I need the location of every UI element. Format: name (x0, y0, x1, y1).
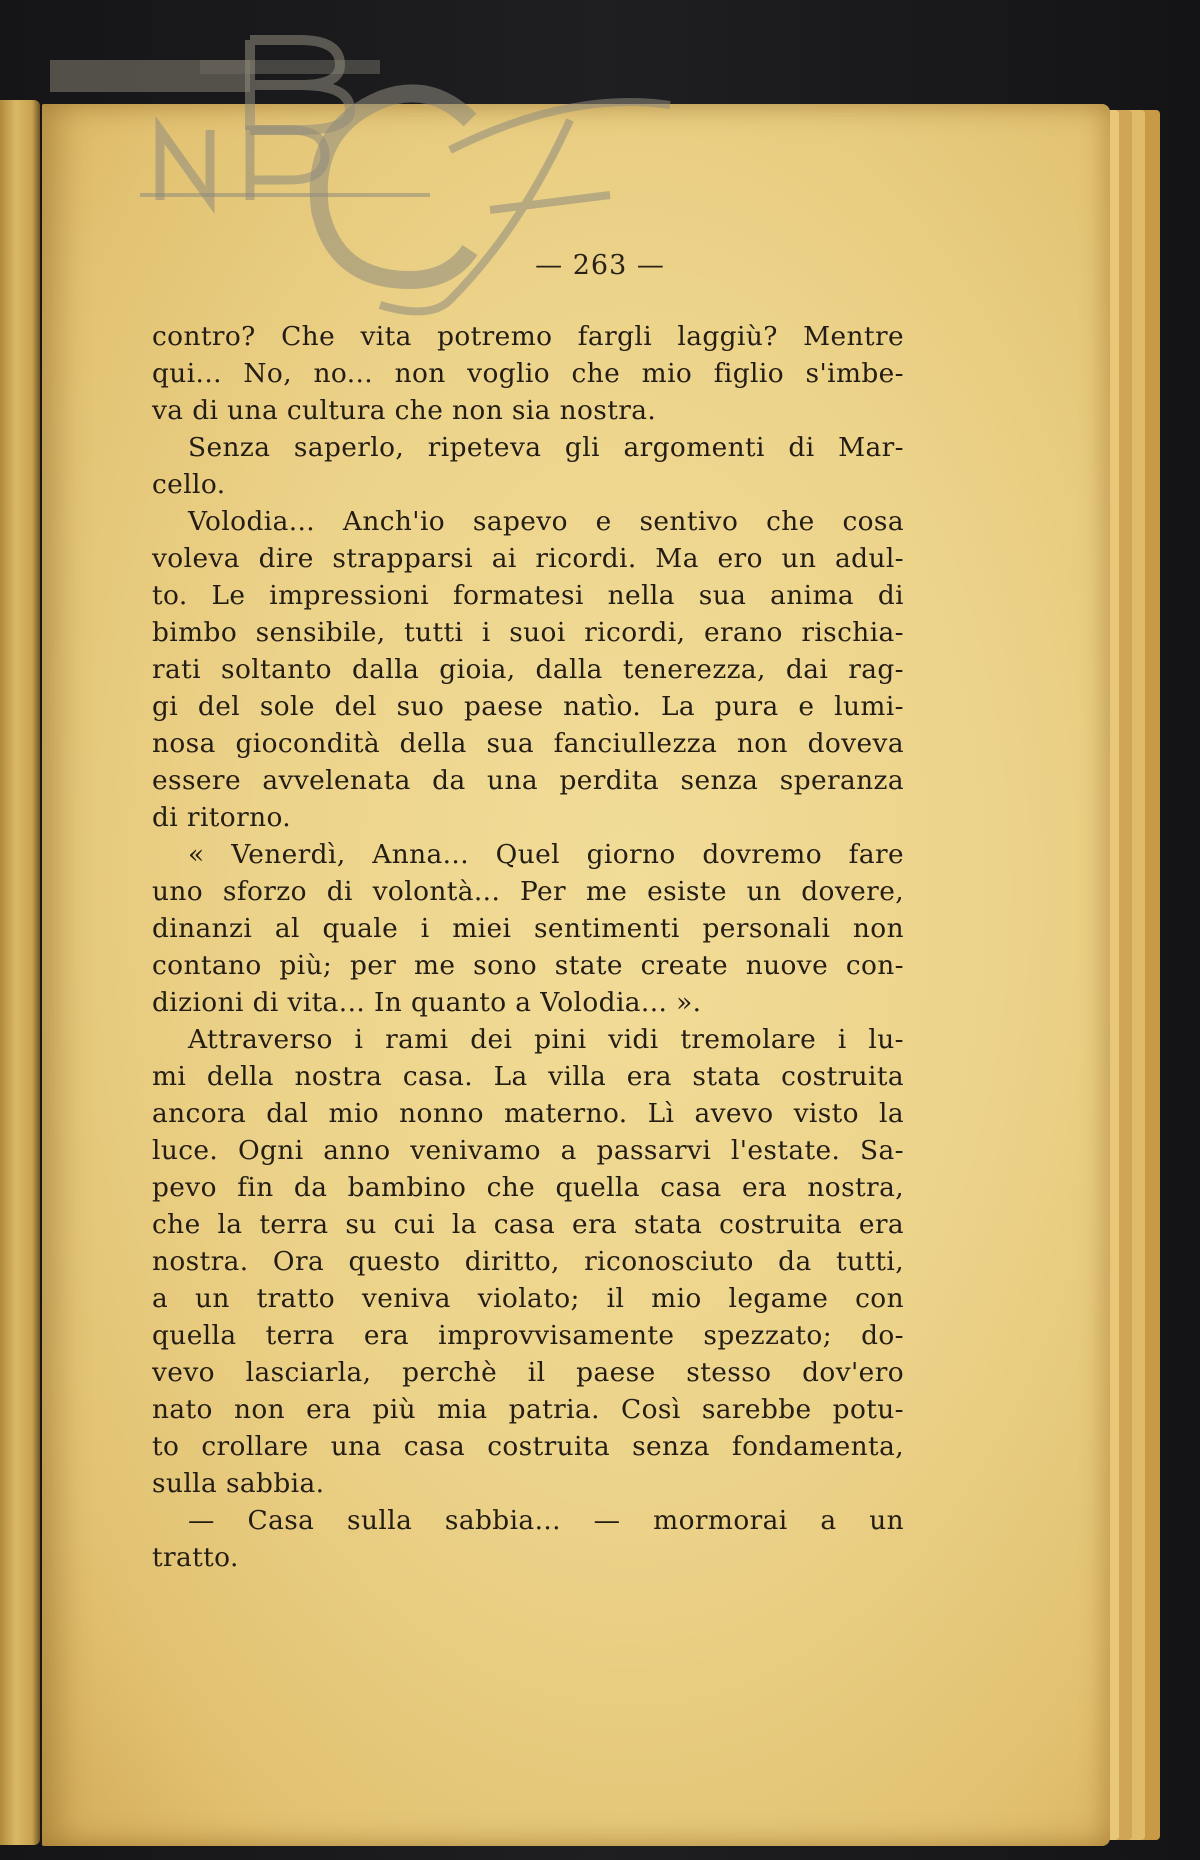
text-line: a un tratto veniva violato; il mio legame con (152, 1283, 904, 1314)
text-line: di ritorno. (152, 802, 292, 833)
text-line: Volodia... Anch'io sapevo e sentivo che cosa (188, 506, 904, 537)
text-line: Senza saperlo, ripeteva gli argomenti di Mar- (188, 432, 904, 463)
page-number: — 263 — (535, 250, 665, 281)
text-line: Attraverso i rami dei pini vidi tremolare i lu- (188, 1024, 904, 1055)
text-line: qui... No, no... non voglio che mio figlio s'imbe- (152, 358, 904, 389)
text-line: voleva dire strapparsi ai ricordi. Ma ero un adul- (152, 543, 904, 574)
text-line: to crollare una casa costruita senza fondamenta, (152, 1431, 904, 1462)
page-text (152, 318, 904, 1576)
text-line: — Casa sulla sabbia... — mormorai a un (188, 1505, 904, 1536)
text-line: nato non era più mia patria. Così sarebbe potu- (152, 1394, 904, 1425)
text-line: nostra. Ora questo diritto, riconosciuto da tutti, (152, 1246, 904, 1277)
bncf-watermark-logo (50, 10, 730, 330)
text-line: to. Le impressioni formatesi nella sua anima di (152, 580, 904, 611)
text-line: uno sforzo di volontà... Per me esiste un dovere, (152, 876, 904, 907)
text-line: rati soltanto dalla gioia, dalla tenerezza, dai rag- (152, 654, 904, 685)
text-line: contro? Che vita potremo fargli laggiù? Mentre (152, 321, 904, 352)
text-line: cello. (152, 469, 226, 500)
text-line: mi della nostra casa. La villa era stata costruita (152, 1061, 904, 1092)
text-line: dinanzi al quale i miei sentimenti personali non (152, 913, 904, 944)
text-line: pevo fin da bambino che quella casa era nostra, (152, 1172, 904, 1203)
text-line: che la terra su cui la casa era stata costruita era (152, 1209, 904, 1240)
text-line: sulla sabbia. (152, 1468, 325, 1499)
text-line: va di una cultura che non sia nostra. (152, 395, 657, 426)
text-line: quella terra era improvvisamente spezzato; do- (152, 1320, 904, 1351)
text-line: nosa giocondità della sua fanciullezza non doveva (152, 728, 904, 759)
text-line: « Venerdì, Anna... Quel giorno dovremo fare (188, 839, 904, 870)
text-line: gi del sole del suo paese natìo. La pura e lumi- (152, 691, 904, 722)
text-line: essere avvelenata da una perdita senza speranza (152, 765, 904, 796)
text-line: ancora dal mio nonno materno. Lì avevo visto la (152, 1098, 904, 1129)
text-line: tratto. (152, 1542, 239, 1573)
text-line: dizioni di vita... In quanto a Volodia... ». (152, 987, 702, 1018)
text-line: contano più; per me sono state create nuove con- (152, 950, 904, 981)
text-line: bimbo sensibile, tutti i suoi ricordi, erano rischia- (152, 617, 904, 648)
text-line: luce. Ogni anno venivamo a passarvi l'estate. Sa- (152, 1135, 904, 1166)
text-line: vevo lasciarla, perchè il paese stesso dov'ero (152, 1357, 904, 1388)
left-page-edge (0, 100, 40, 1845)
